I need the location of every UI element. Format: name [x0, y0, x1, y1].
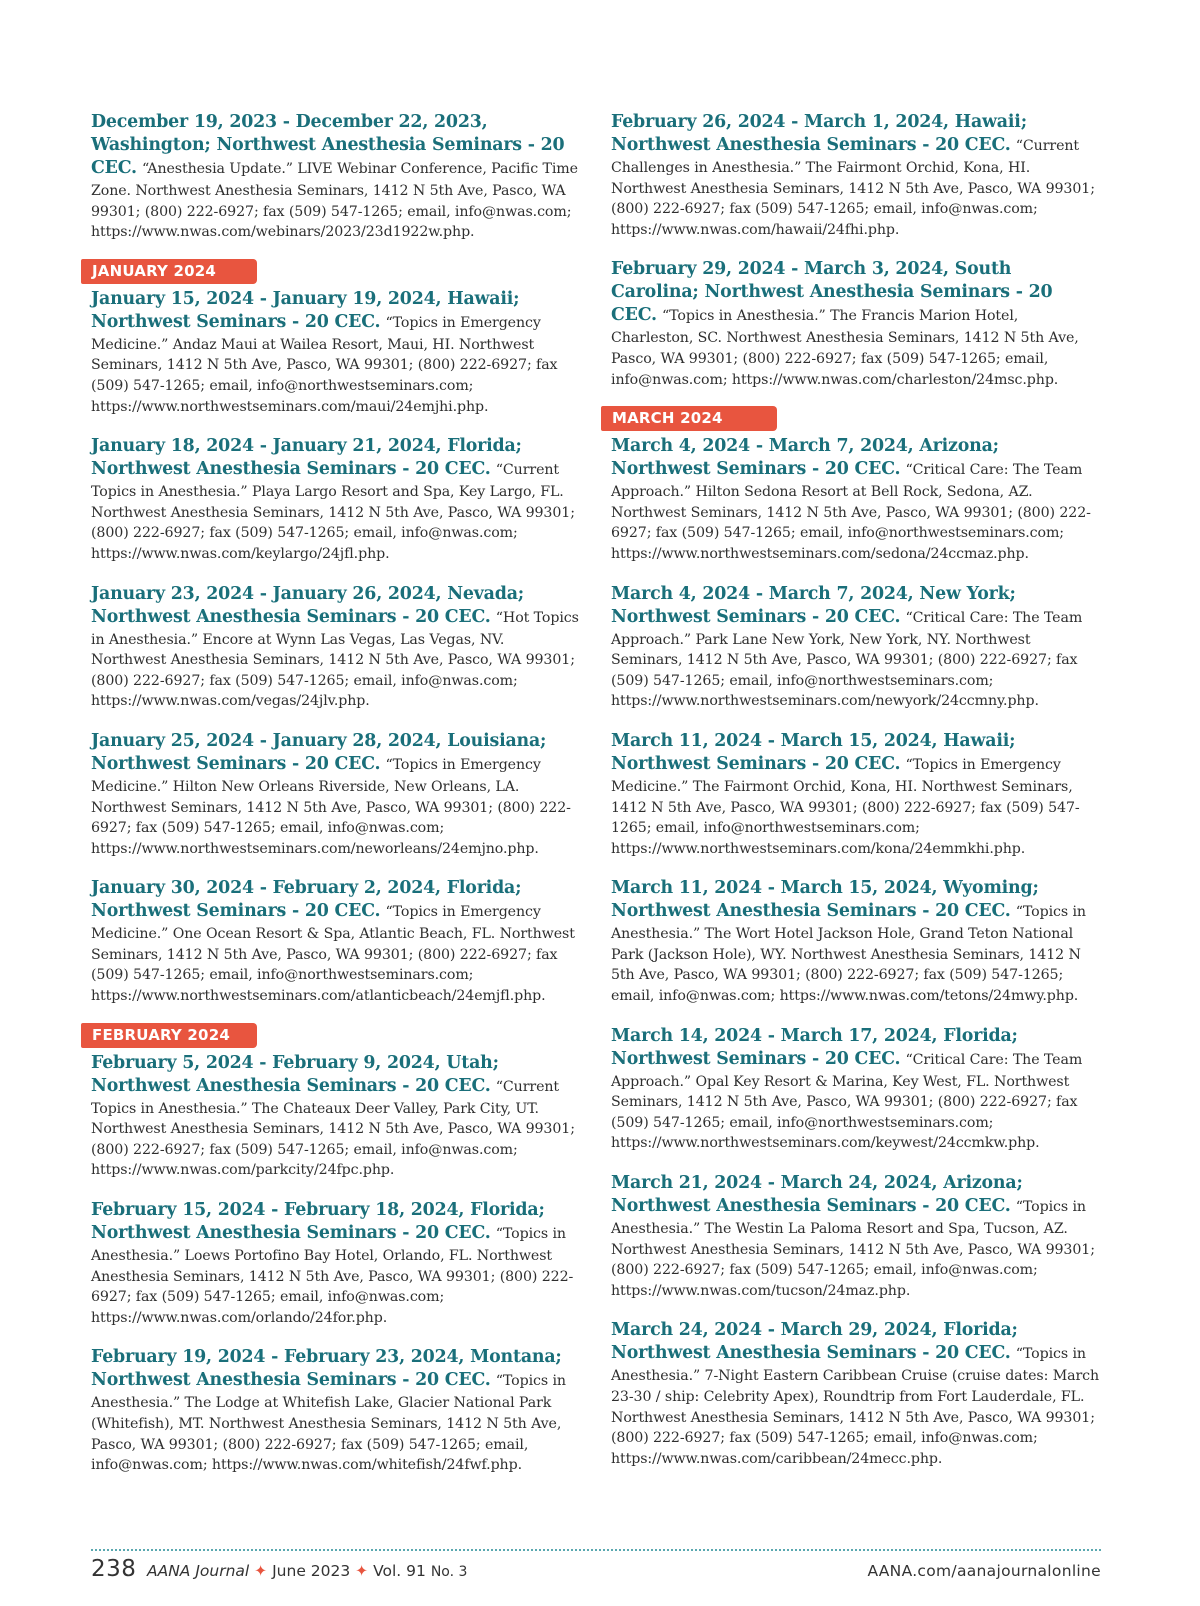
month-section-label: MARCH 2024 — [601, 406, 777, 431]
event-heading: January 30, 2024 - February 2, 2024, Florida; Northwest Seminars - 20 CEC. — [91, 878, 522, 922]
footer-divider — [91, 1549, 1101, 1551]
event-details: “Topics in Emergency Medicine.” Hilton New Orleans Riverside, New Orleans, LA. Northwest Seminars, 1412 N 5th Ave, Pasco, WA 99301; (800) 222-6927; fax (509) 547-1265; email, info@nwas.com; https://www.northwestseminars.com/neworleans/24emjno.php. — [91, 756, 571, 857]
event-details: “Topics in Anesthesia.” The Lodge at Whitefish Lake, Glacier National Park (Whitefish), MT. Northwest Anesthesia Seminars, 1412 N 5th Ave, Pasco, WA 99301; (800) 222-6927; fax (509) 547-1265; email, info@nwas.com; https://www.nwas.com/whitefish/24fwf.php. — [91, 1373, 566, 1474]
event-details: “Topics in Anesthesia.” Loews Portofino Bay Hotel, Orlando, FL. Northwest Anesthesia Seminars, 1412 N 5th Ave, Pasco, WA 99301; (800) 222-6927; fax (509) 547-1265; email, info@nwas.com; https://www.nwas.com/orlando/24for.php. — [91, 1226, 574, 1326]
event-heading: March 14, 2024 - March 17, 2024, Florida; Northwest Seminars - 20 CEC. — [611, 1025, 1018, 1069]
event-listing — [611, 435, 1101, 563]
issue-number: No. 3 — [430, 1564, 468, 1580]
event-heading: March 4, 2024 - March 7, 2024, Arizona; Northwest Seminars - 20 CEC. — [611, 436, 999, 480]
volume: Vol. 91 — [373, 1562, 426, 1580]
event-details: “Topics in Anesthesia.” The Westin La Paloma Resort and Spa, Tucson, AZ. Northwest Anesthesia Seminars, 1412 N 5th Ave, Pasco, WA 99301; (800) 222-6927; fax (509) 547-1265; email, info@nwas.com; https://www.nwas.com/tucson/24maz.php. — [611, 1199, 1095, 1299]
event-heading: February 29, 2024 - March 3, 2024, South Carolina; Northwest Anesthesia Seminars - 20 CEC. — [611, 259, 1053, 326]
event-heading: March 11, 2024 - March 15, 2024, Wyoming; Northwest Anesthesia Seminars - 20 CEC. — [611, 878, 1039, 922]
event-heading: March 4, 2024 - March 7, 2024, New York; Northwest Seminars - 20 CEC. — [611, 583, 1016, 627]
event-details: “Topics in Anesthesia.” The Francis Marion Hotel, Charleston, SC. Northwest Anesthesia Seminars, 1412 N 5th Ave, Pasco, WA 99301; (800) 222-6927; fax (509) 547-1265; email, info@nwas.com; https://www.nwas.com/charleston/24msc.php. — [611, 308, 1079, 388]
event-details: “Topics in Emergency Medicine.” Andaz Maui at Wailea Resort, Maui, HI. Northwest Seminars, 1412 N 5th Ave, Pasco, WA 99301; (800) 222-6927; fax (509) 547-1265; email, info@northwestseminars.com; https://www.northwestseminars.com/maui/24emjhi.php. — [91, 314, 558, 415]
event-details: “Critical Care: The Team Approach.” Hilton Sedona Resort at Bell Rock, Sedona, AZ. Northwest Seminars, 1412 N 5th Ave, Pasco, WA 99301; (800) 222-6927; fax (509) 547-1265; email, info@northwestseminars.com; https://www.northwestseminars.com/sedona/24ccmaz.php. — [611, 462, 1091, 562]
page-number: 238 — [91, 1556, 137, 1582]
event-details: “Critical Care: The Team Approach.” Opal Key Resort & Marina, Key West, FL. Northwest Seminars, 1412 N 5th Ave, Pasco, WA 99301; (800) 222-6927; fax (509) 547-1265; email, info@northwestseminars.com; https://www.northwestseminars.com/keywest/24ccmkw.php. — [611, 1051, 1083, 1152]
event-listing — [611, 1172, 1101, 1300]
website-link[interactable]: AANA.com/aanajournalonline — [867, 1562, 1101, 1580]
month-section-label: FEBRUARY 2024 — [81, 1023, 257, 1048]
event-listing — [91, 877, 579, 1005]
event-heading: February 19, 2024 - February 23, 2024, Montana; Northwest Anesthesia Seminars - 20 CEC. — [91, 1347, 562, 1391]
event-details: “Critical Care: The Team Approach.” Park Lane New York, New York, NY. Northwest Seminars, 1412 N 5th Ave, Pasco, WA 99301; (800) 222-6927; fax (509) 547-1265; email, info@northwestseminars.com; https://www.northwestseminars.com/newyork/24ccmny.php. — [611, 609, 1083, 710]
left-column — [91, 111, 579, 1494]
separator-icon: ✦ — [355, 1562, 369, 1580]
event-listing — [91, 288, 579, 416]
event-details: “Current Challenges in Anesthesia.” The Fairmont Orchid, Kona, HI. Northwest Anesthesia Seminars, 1412 N 5th Ave, Pasco, WA 99301; (800) 222-6927; fax (509) 547-1265; email, info@nwas.com; https://www.nwas.com/hawaii/24fhi.php. — [611, 138, 1095, 238]
event-details: “Topics in Emergency Medicine.” One Ocean Resort & Spa, Atlantic Beach, FL. Northwest Seminars, 1412 N 5th Ave, Pasco, WA 99301; (800) 222-6927; fax (509) 547-1265; email, info@northwestseminars.com; https://www.northwestseminars.com/atlanticbeach/24emjfl.php. — [91, 904, 575, 1005]
event-heading: March 21, 2024 - March 24, 2024, Arizona; Northwest Anesthesia Seminars - 20 CEC. — [611, 1173, 1023, 1217]
event-heading: February 15, 2024 - February 18, 2024, Florida; Northwest Anesthesia Seminars - 20 CEC. — [91, 1200, 545, 1244]
event-listing — [91, 1052, 579, 1180]
event-details: “Topics in Anesthesia.” The Wort Hotel Jackson Hole, Grand Teton National Park (Jackson Hole), WY. Northwest Anesthesia Seminars, 1412 N 5th Ave, Pasco, WA 99301; (800) 222-6927; fax (509) 547-1265; email, info@nwas.com; https://www.nwas.com/tetons/24mwy.php. — [611, 904, 1086, 1005]
event-listing — [611, 111, 1101, 239]
event-heading: December 19, 2023 - December 22, 2023, Washington; Northwest Anesthesia Seminars - 20 CEC. — [91, 112, 565, 178]
event-details: “Anesthesia Update.” LIVE Webinar Conference, Pacific Time Zone. Northwest Anesthesia Seminars, 1412 N 5th Ave, Pasco, WA 99301; (800) 222-6927; fax (509) 547-1265; email, info@nwas.com; https://www.nwas.com/webinars/2023/23d1922w.php. — [91, 161, 578, 241]
event-listing — [611, 1025, 1101, 1153]
event-heading: February 26, 2024 - March 1, 2024, Hawaii; Northwest Anesthesia Seminars - 20 CEC. — [611, 112, 1027, 155]
right-column — [611, 111, 1101, 1487]
separator-icon: ✦ — [254, 1562, 268, 1580]
event-details: “Topics in Emergency Medicine.” The Fairmont Orchid, Kona, HI. Northwest Seminars, 1412 N 5th Ave, Pasco, WA 99301; (800) 222-6927; fax (509) 547-1265; email, info@northwestseminars.com; https://www.northwestseminars.com/kona/24emmkhi.php. — [611, 756, 1080, 857]
event-listing — [91, 1199, 579, 1327]
event-heading: March 24, 2024 - March 29, 2024, Florida; Northwest Anesthesia Seminars - 20 CEC. — [611, 1320, 1018, 1364]
journal-name: AANA Journal — [147, 1562, 250, 1580]
event-heading: January 18, 2024 - January 21, 2024, Florida; Northwest Anesthesia Seminars - 20 CEC. — [91, 436, 522, 480]
event-heading: January 23, 2024 - January 26, 2024, Nevada; Northwest Anesthesia Seminars - 20 CEC. — [91, 583, 524, 627]
event-heading: February 5, 2024 - February 9, 2024, Utah; Northwest Anesthesia Seminars - 20 CEC. — [91, 1052, 499, 1096]
page-footer — [91, 1556, 1101, 1586]
event-listing — [91, 435, 579, 563]
event-heading: January 25, 2024 - January 28, 2024, Louisiana; Northwest Seminars - 20 CEC. — [91, 730, 547, 774]
event-details: “Current Topics in Anesthesia.” Playa Largo Resort and Spa, Key Largo, FL. Northwest Anesthesia Seminars, 1412 N 5th Ave, Pasco, WA 99301; (800) 222-6927; fax (509) 547-1265; email, info@nwas.com; https://www.nwas.com/keylargo/24jfl.php. — [91, 462, 575, 562]
event-listing — [611, 258, 1101, 389]
journal-citation — [147, 1562, 467, 1580]
event-listing — [611, 730, 1101, 858]
event-details: “Hot Topics in Anesthesia.” Encore at Wynn Las Vegas, Las Vegas, NV. Northwest Anesthesia Seminars, 1412 N 5th Ave, Pasco, WA 99301; (800) 222-6927; fax (509) 547-1265; email, info@nwas.com; https://www.nwas.com/vegas/24jlv.php. — [91, 609, 579, 710]
event-listing — [611, 583, 1101, 711]
event-heading: January 15, 2024 - January 19, 2024, Hawaii; Northwest Seminars - 20 CEC. — [91, 288, 520, 332]
month-section-label: JANUARY 2024 — [81, 259, 257, 284]
event-listing — [611, 1319, 1101, 1468]
event-listing — [91, 730, 579, 858]
event-listing — [91, 111, 579, 242]
event-listing — [611, 877, 1101, 1005]
event-listing — [91, 583, 579, 711]
event-details: “Current Topics in Anesthesia.” The Chateaux Deer Valley, Park City, UT. Northwest Anesthesia Seminars, 1412 N 5th Ave, Pasco, WA 99301; (800) 222-6927; fax (509) 547-1265; email, info@nwas.com; https://www.nwas.com/parkcity/24fpc.php. — [91, 1078, 575, 1179]
issue-date: June 2023 — [272, 1562, 351, 1580]
event-listing — [91, 1346, 579, 1474]
event-heading: March 11, 2024 - March 15, 2024, Hawaii; Northwest Seminars - 20 CEC. — [611, 730, 1016, 774]
event-details: “Topics in Anesthesia.” 7-Night Eastern Caribbean Cruise (cruise dates: March 23-30 / ship: Celebrity Apex), Roundtrip from Fort Lauderdale, FL. Northwest Anesthesia Seminars, 1412 N 5th Ave, Pasco, WA 99301; (800) 222-6927; fax (509) 547-1265; email, info@nwas.com; https://www.nwas.com/caribbean/24mecc.php. — [611, 1346, 1100, 1467]
